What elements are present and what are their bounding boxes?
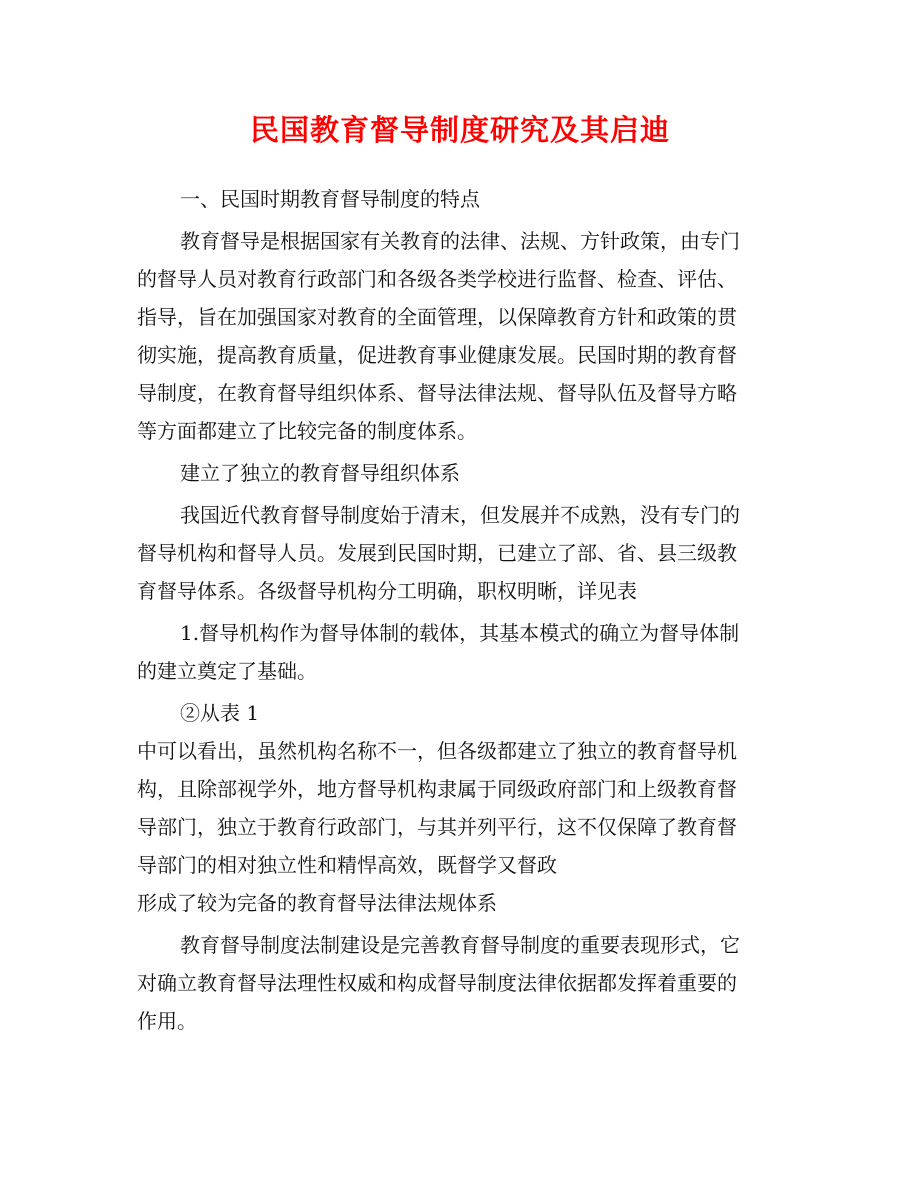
text-line: 导部门，独立于教育行政部门，与其并列平行，这不仅保障了教育督 bbox=[137, 815, 737, 839]
subheading-organization: 建立了独立的教育督导组织体系 bbox=[180, 461, 460, 485]
paragraph-table-analysis bbox=[137, 732, 777, 884]
text-line: 的督导人员对教育行政部门和各级各类学校进行监督、检查、评估、 bbox=[137, 267, 737, 291]
paragraph-intro bbox=[137, 222, 777, 450]
text-line: 中可以看出，虽然机构名称不一，但各级都建立了独立的教育督导机 bbox=[137, 739, 737, 763]
text-line: 彻实施，提高教育质量，促进教育事业健康发展。民国时期的教育督 bbox=[137, 343, 737, 367]
paragraph-legal bbox=[137, 926, 777, 1040]
text-line: 督导机构和督导人员。发展到民国时期，已建立了部、省、县三级教 bbox=[137, 541, 737, 565]
section-heading: 一、民国时期教育督导制度的特点 bbox=[180, 187, 480, 211]
paragraph-carrier bbox=[137, 614, 777, 690]
document-title: 民国教育督导制度研究及其启迪 bbox=[249, 113, 670, 147]
subheading-legal: 形成了较为完备的教育督导法律法规体系 bbox=[137, 891, 497, 915]
table-reference: ②从表 1 bbox=[180, 701, 260, 725]
text-line: 导制度，在教育督导组织体系、督导法律法规、督导队伍及督导方略 bbox=[137, 381, 737, 405]
text-line: 等方面都建立了比较完备的制度体系。 bbox=[137, 419, 477, 443]
text-line: 教育督导是根据国家有关教育的法律、法规、方针政策，由专门 bbox=[180, 229, 740, 253]
text-line: 育督导体系。各级督导机构分工明确，职权明晰，详见表 bbox=[137, 579, 637, 603]
text-line: 指导，旨在加强国家对教育的全面管理，以保障教育方针和政策的贯 bbox=[137, 305, 737, 329]
text-line: 的建立奠定了基础。 bbox=[137, 659, 317, 683]
text-line: 导部门的相对独立性和精悍高效，既督学又督政 bbox=[137, 853, 557, 877]
text-line: 构，且除部视学外，地方督导机构隶属于同级政府部门和上级教育督 bbox=[137, 777, 737, 801]
text-line: 1.督导机构作为督导体制的载体，其基本模式的确立为督导体制 bbox=[180, 621, 740, 645]
text-line: 我国近代教育督导制度始于清末，但发展并不成熟，没有专门的 bbox=[180, 503, 740, 527]
document-body bbox=[137, 180, 777, 1040]
text-line: 教育督导制度法制建设是完善教育督导制度的重要表现形式，它 bbox=[180, 933, 740, 957]
paragraph-origins bbox=[137, 496, 777, 610]
text-line: 对确立教育督导法理性权威和构成督导制度法律依据都发挥着重要的 bbox=[137, 971, 737, 995]
text-line: 作用。 bbox=[137, 1009, 197, 1033]
